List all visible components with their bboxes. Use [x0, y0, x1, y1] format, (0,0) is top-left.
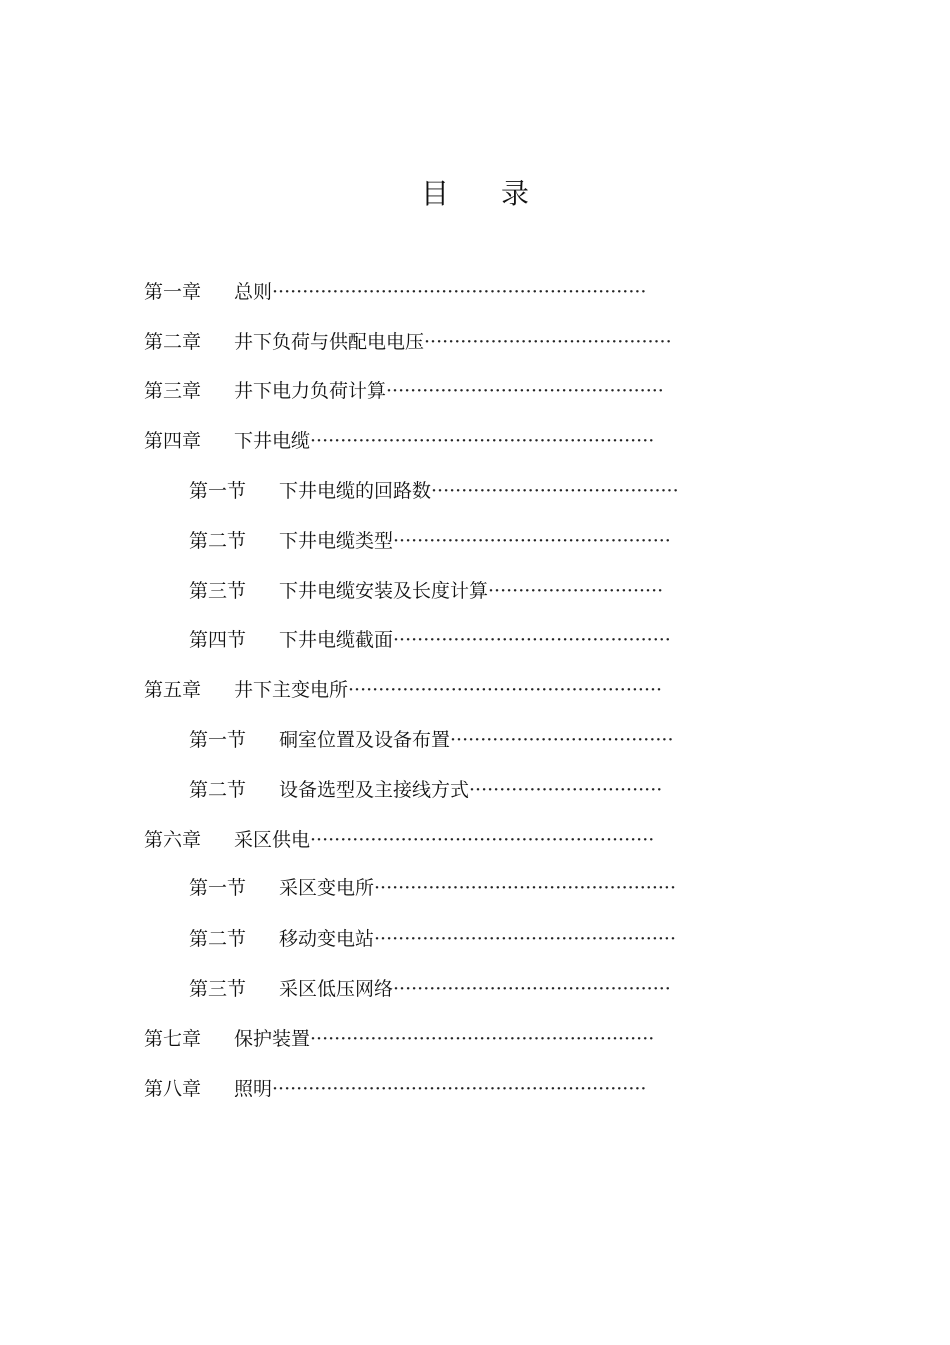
toc-entry-label: 第一节 — [189, 480, 247, 502]
toc-leader-dots: ························································· — [310, 430, 655, 452]
toc-entry-text: 井下负荷与供配电电压 — [234, 331, 425, 353]
toc-leader-dots: ········································· — [431, 480, 679, 502]
toc-entry-label: 第二节 — [189, 928, 247, 950]
toc-leader-dots: ·············································· — [393, 978, 671, 1000]
toc-entry-text: 下井电缆安装及长度计算 — [279, 580, 489, 602]
toc-entry-text: 硐室位置及设备布置 — [279, 729, 451, 751]
toc-entry-section[interactable] — [189, 476, 679, 506]
toc-entry-text: 采区低压网络 — [279, 978, 394, 1000]
toc-leader-dots: ·················································· — [374, 877, 676, 899]
toc-leader-dots: ·············································· — [393, 629, 671, 651]
toc-entry-chapter[interactable] — [144, 1074, 646, 1104]
toc-entry-section[interactable] — [189, 725, 673, 755]
toc-entry-chapter[interactable] — [144, 327, 672, 357]
toc-entry-text: 移动变电站 — [279, 928, 375, 950]
toc-entry-text: 下井电缆 — [234, 430, 311, 452]
toc-leader-dots: ····································· — [450, 729, 674, 751]
toc-entry-section[interactable] — [189, 873, 676, 903]
toc-entry-text: 下井电缆的回路数 — [279, 480, 432, 502]
toc-leader-dots: ························································· — [310, 1028, 655, 1050]
toc-leader-dots: ····························· — [488, 580, 664, 602]
toc-entry-label: 第二章 — [144, 331, 202, 353]
toc-entry-label: 第三节 — [189, 978, 247, 1000]
toc-entry-label: 第二节 — [189, 530, 247, 552]
toc-entry-label: 第一章 — [144, 281, 202, 303]
toc-title-char1: 目 — [420, 177, 449, 210]
toc-entry-label: 第五章 — [144, 679, 202, 701]
toc-leader-dots: ································ — [469, 779, 663, 801]
toc-leader-dots: ········································· — [424, 331, 672, 353]
toc-entry-label: 第一节 — [189, 877, 247, 899]
toc-entry-label: 第一节 — [189, 729, 247, 751]
toc-entry-label: 第四章 — [144, 430, 202, 452]
toc-leader-dots: ······························································ — [272, 281, 647, 303]
toc-leader-dots: ·················································· — [374, 928, 676, 950]
toc-entry-text: 井下主变电所 — [234, 679, 349, 701]
toc-entry-section[interactable] — [189, 924, 676, 954]
toc-entry-label: 第六章 — [144, 829, 202, 851]
toc-entry-label: 第八章 — [144, 1078, 202, 1100]
toc-entry-text: 保护装置 — [234, 1028, 311, 1050]
toc-leader-dots: ·············································· — [386, 380, 664, 402]
toc-entry-chapter[interactable] — [144, 825, 654, 855]
toc-entry-text: 采区变电所 — [279, 877, 375, 899]
toc-entry-text: 照明 — [234, 1078, 273, 1100]
toc-entry-label: 第四节 — [189, 629, 247, 651]
toc-entry-label: 第二节 — [189, 779, 247, 801]
toc-entry-chapter[interactable] — [144, 277, 646, 307]
toc-entry-section[interactable] — [189, 625, 671, 655]
toc-title-char2: 录 — [501, 177, 530, 210]
toc-entry-chapter[interactable] — [144, 1024, 654, 1054]
toc-leader-dots: ···················································· — [348, 679, 663, 701]
toc-entry-chapter[interactable] — [144, 426, 654, 456]
toc-entry-section[interactable] — [189, 974, 671, 1004]
toc-entry-text: 下井电缆截面 — [279, 629, 394, 651]
toc-entry-label: 第七章 — [144, 1028, 202, 1050]
toc-entry-section[interactable] — [189, 526, 671, 556]
toc-title — [0, 172, 950, 212]
toc-entry-text: 设备选型及主接线方式 — [279, 779, 470, 801]
toc-leader-dots: ························································· — [310, 829, 655, 851]
toc-entry-label: 第三节 — [189, 580, 247, 602]
toc-entry-label: 第三章 — [144, 380, 202, 402]
toc-entry-section[interactable] — [189, 775, 662, 805]
toc-entry-text: 采区供电 — [234, 829, 311, 851]
toc-entry-text: 总则 — [234, 281, 273, 303]
toc-entry-chapter[interactable] — [144, 675, 662, 705]
toc-leader-dots: ·············································· — [393, 530, 671, 552]
toc-entry-chapter[interactable] — [144, 376, 664, 406]
toc-entry-text: 井下电力负荷计算 — [234, 380, 387, 402]
toc-entry-text: 下井电缆类型 — [279, 530, 394, 552]
toc-entry-section[interactable] — [189, 576, 663, 606]
toc-leader-dots: ······························································ — [272, 1078, 647, 1100]
